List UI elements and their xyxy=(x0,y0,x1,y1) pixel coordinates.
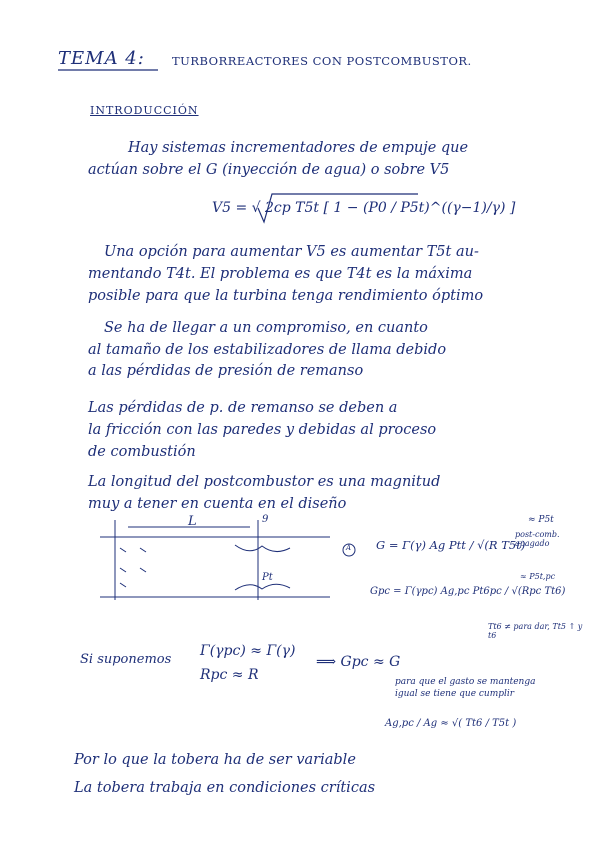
page-title-rest: TURBORREACTORES CON POSTCOMBUSTOR. xyxy=(172,54,472,68)
gpc-note-2: Tt6 ≠ para dar, Tt5 ↑ y t6 xyxy=(488,622,583,640)
paragraph-5-line-1: La longitud del postcombustor es una magnitud xyxy=(88,474,441,490)
closing-line-2: La tobera trabaja en condiciones críticas xyxy=(74,780,376,796)
diagram-label-pt: Pt xyxy=(262,572,273,583)
diagram-label-l: L xyxy=(188,514,197,529)
paragraph-4-line-1: Las pérdidas de p. de remanso se deben a xyxy=(88,400,398,416)
gpc-note: ≈ P5t,pc xyxy=(520,572,556,581)
suponemos-eq-2: Rpc ≈ R xyxy=(200,667,259,683)
paragraph-3-line-2: al tamaño de los estabilizadores de llama debido xyxy=(88,342,447,358)
circle-a-label: A xyxy=(346,544,352,552)
page-title: TEMA 4: xyxy=(58,48,145,69)
area-ratio-equation: Ag,pc / Ag ≈ √( Tt6 / T5t ) xyxy=(385,718,517,729)
section-heading: INTRODUCCIÓN xyxy=(90,104,199,117)
v5-equation: V5 = √ 2cp T5t [ 1 − (P0 / P5t)^((γ−1)/γ) ] xyxy=(212,200,516,216)
diagram-label-9: 9 xyxy=(262,514,269,525)
paragraph-3-line-1: Se ha de llegar a un compromiso, en cuanto xyxy=(104,320,428,336)
flame-top xyxy=(235,545,290,552)
g-note-2: post-comb. apagado xyxy=(515,530,560,548)
g-equation: G = Γ(γ) Ag Ptt / √(R T5t) xyxy=(376,538,526,552)
paragraph-1-line-2: actúan sobre el G (inyección de agua) o sobre V5 xyxy=(88,162,450,178)
gpc-equation: Gpc = Γ(γpc) Ag,pc Pt6pc / √(Rpc Tt6) xyxy=(370,586,566,597)
paragraph-3-line-3: a las pérdidas de presión de remanso xyxy=(88,363,364,379)
paragraph-2-line-2: mentando T4t. El problema es que T4t es la máxima xyxy=(88,266,473,282)
paragraph-2-line-1: Una opción para aumentar V5 es aumentar T5t au- xyxy=(104,244,479,260)
suponemos-note: para que el gasto se mantenga igual se tiene que cumplir xyxy=(395,677,536,699)
suponemos-text: Si suponemos xyxy=(80,652,172,667)
paragraph-1-line-1: Hay sistemas incrementadores de empuje que xyxy=(128,140,469,156)
suponemos-implies: ⟹ Gpc ≈ G xyxy=(316,654,401,670)
stabilizer-marks xyxy=(120,548,146,587)
closing-line-1: Por lo que la tobera ha de ser variable xyxy=(74,752,356,768)
suponemos-eq-1: Γ(γpc) ≈ Γ(γ) xyxy=(200,643,296,659)
g-note: ≈ P5t xyxy=(528,515,554,525)
paragraph-2-line-3: posible para que la turbina tenga rendimiento óptimo xyxy=(88,288,484,304)
paragraph-4-line-3: de combustión xyxy=(88,444,196,460)
paragraph-5-line-2: muy a tener en cuenta en el diseño xyxy=(88,496,347,512)
paragraph-4-line-2: la fricción con las paredes y debidas al proceso xyxy=(88,422,437,438)
postcombustor-diagram xyxy=(100,520,355,600)
flame-bottom xyxy=(235,584,290,590)
